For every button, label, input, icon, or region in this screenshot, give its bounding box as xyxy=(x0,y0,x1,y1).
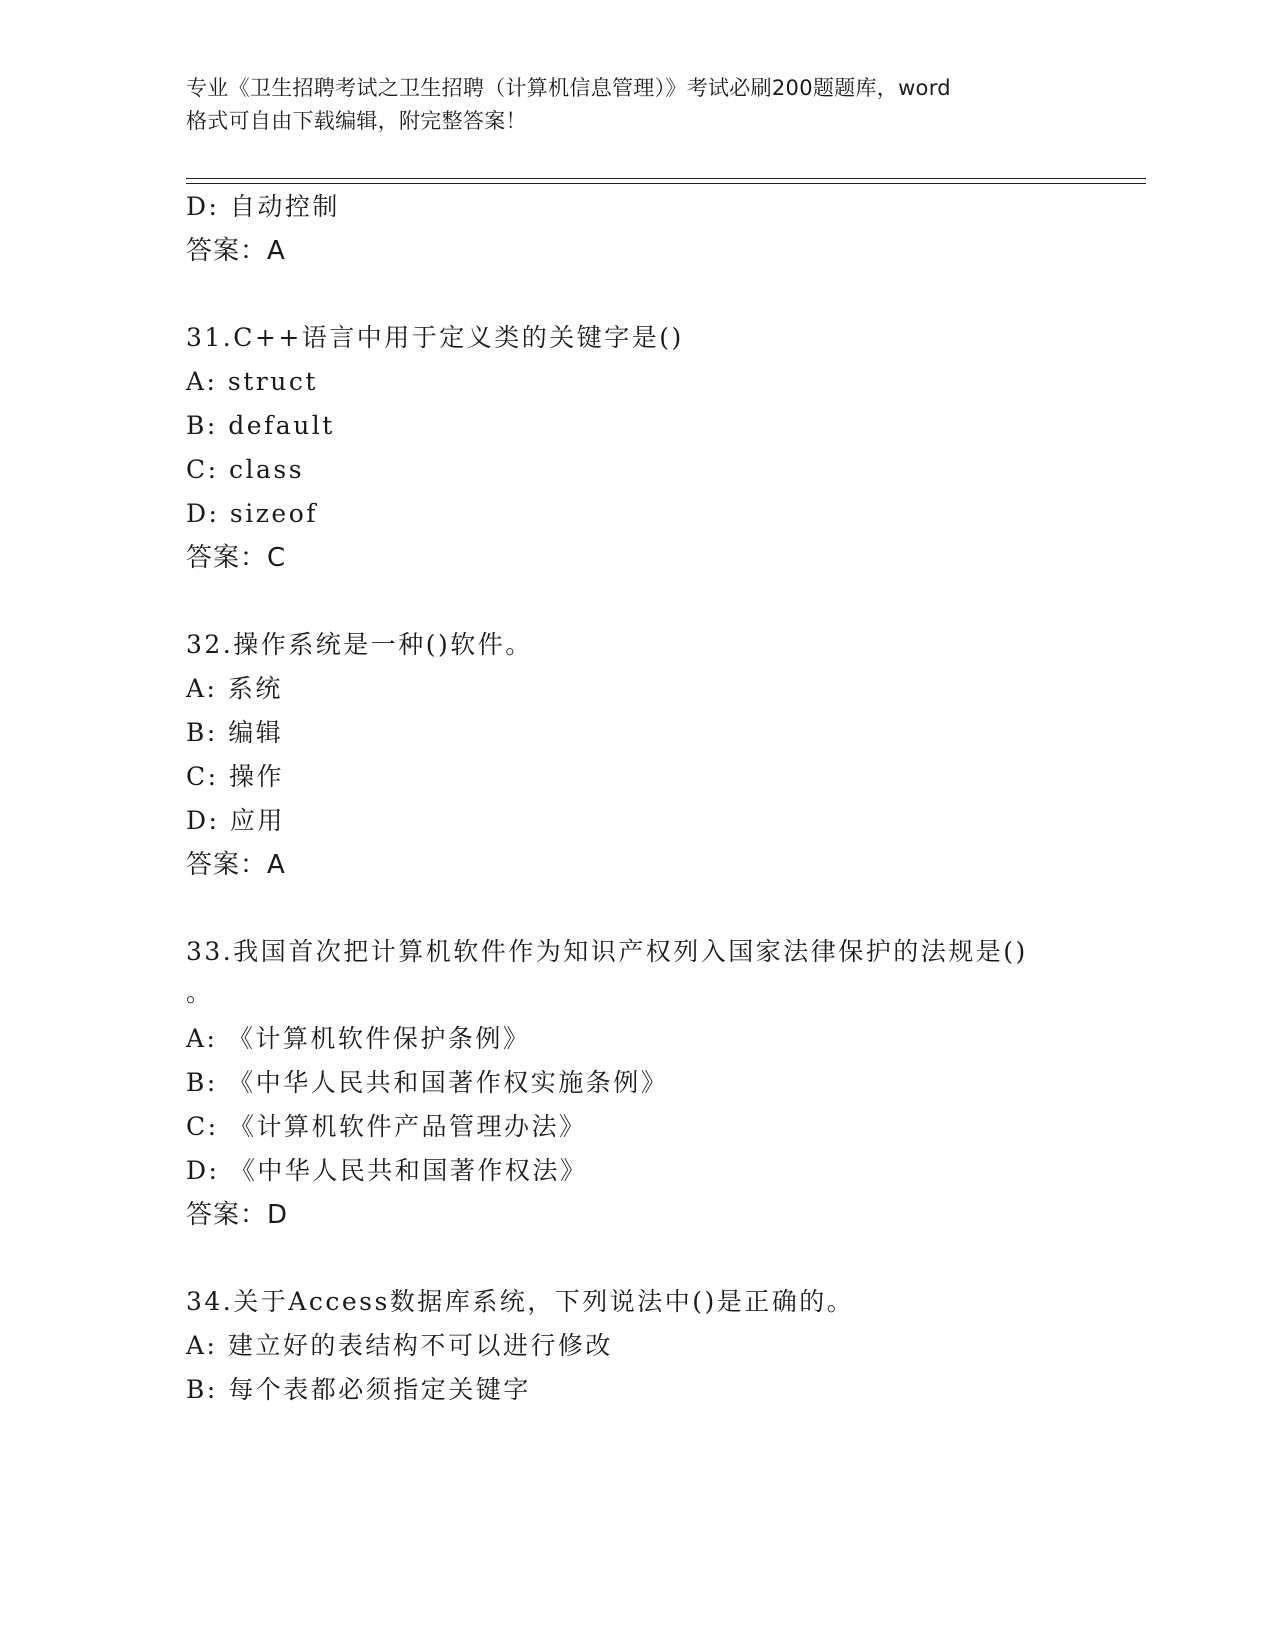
prev-option-d: D: 自动控制 xyxy=(186,192,340,221)
question-34-text: 34.关于Access数据库系统，下列说法中()是正确的。 xyxy=(186,1287,855,1316)
question-33-answer: 答案：D xyxy=(186,1200,289,1230)
question-32-option-a: A: 系统 xyxy=(186,674,283,703)
header-divider-top xyxy=(186,178,1146,179)
question-34-option-a: A: 建立好的表结构不可以进行修改 xyxy=(186,1331,613,1360)
question-32-option-b: B: 编辑 xyxy=(186,718,284,747)
question-31-option-c: C: class xyxy=(186,455,305,484)
question-31-answer: 答案：C xyxy=(186,543,287,573)
question-31-option-d: D: sizeof xyxy=(186,499,319,528)
question-33-text: 33.我国首次把计算机软件作为知识产权列入国家法律保护的法规是() xyxy=(186,937,1028,966)
header-line-2: 格式可自由下载编辑，附完整答案！ xyxy=(186,109,527,133)
document-header xyxy=(186,72,1086,138)
question-33-option-b: B: 《中华人民共和国著作权实施条例》 xyxy=(186,1068,669,1097)
prev-answer: 答案：A xyxy=(186,236,286,266)
question-34-option-b: B: 每个表都必须指定关键字 xyxy=(186,1375,531,1404)
question-33-text-continuation: 。 xyxy=(186,978,214,1007)
question-31-option-a: A: struct xyxy=(186,367,318,396)
question-33-option-d: D: 《中华人民共和国著作权法》 xyxy=(186,1156,588,1185)
question-32-option-d: D: 应用 xyxy=(186,806,285,835)
question-32-option-c: C: 操作 xyxy=(186,762,284,791)
question-33-option-a: A: 《计算机软件保护条例》 xyxy=(186,1024,531,1053)
question-32-text: 32.操作系统是一种()软件。 xyxy=(186,630,533,659)
question-33-option-c: C: 《计算机软件产品管理办法》 xyxy=(186,1112,587,1141)
header-divider-bottom xyxy=(186,183,1146,184)
question-31-text: 31.C++语言中用于定义类的关键字是() xyxy=(186,323,684,352)
question-32-answer: 答案：A xyxy=(186,850,286,880)
header-line-1: 专业《卫生招聘考试之卫生招聘（计算机信息管理）》考试必刷200题题库，word xyxy=(186,76,951,100)
question-31-option-b: B: default xyxy=(186,411,335,440)
